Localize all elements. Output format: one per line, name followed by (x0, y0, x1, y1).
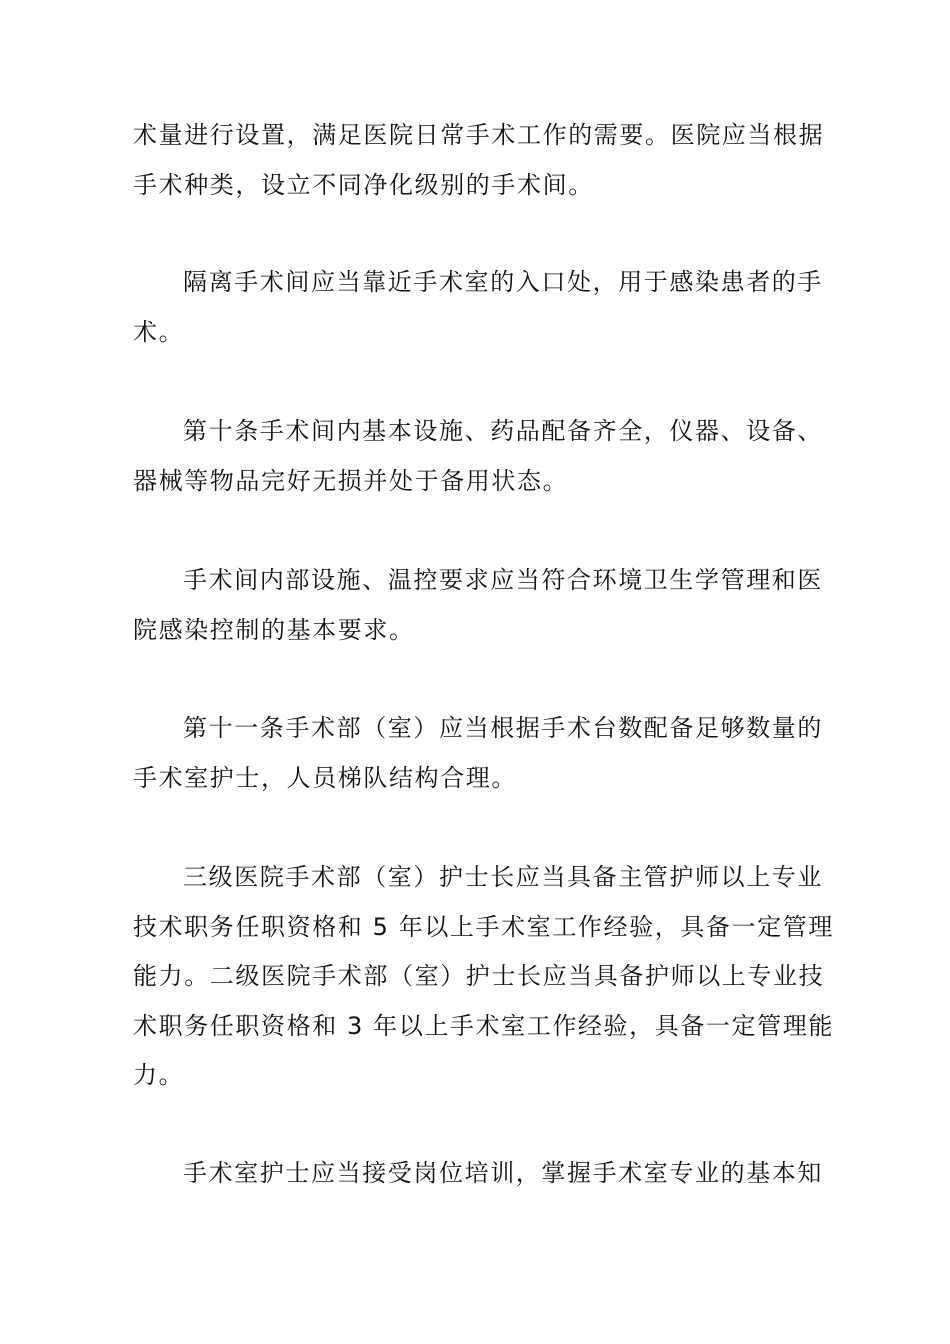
text-line: 力。 (133, 1061, 185, 1089)
text-line: 手术间内部设施、温控要求应当符合环境卫生学管理和医 (183, 566, 823, 594)
text-line: 器械等物品完好无损并处于备用状态。 (133, 466, 569, 495)
text-line: 三级医院手术部（室）护士长应当具备主管护师以上专业 (183, 863, 823, 891)
text-line: 术量进行设置，满足医院日常手术工作的需要。医院应当根据 (133, 121, 825, 149)
text-line: 技术职务任职资格和 5 年以上手术室工作经验，具备一定管理 (133, 912, 834, 941)
text-line: 能力。二级医院手术部（室）护士长应当具备护师以上专业技 (133, 962, 825, 990)
text-line: 手术室护士应当接受岗位培训，掌握手术室专业的基本知 (183, 1159, 823, 1187)
paragraph-3 (133, 407, 833, 506)
text-line: 手术室护士，人员梯队结构合理。 (133, 763, 517, 792)
paragraph-5 (133, 704, 833, 803)
text-line: 院感染控制的基本要求。 (133, 615, 415, 644)
paragraph-4 (133, 556, 833, 655)
text-line: 术职务任职资格和 3 年以上手术室工作经验，具备一定管理能 (133, 1011, 834, 1040)
text-line: 术。 (133, 317, 185, 346)
text-line: 隔离手术间应当靠近手术室的入口处，用于感染患者的手 (183, 268, 823, 296)
paragraph-7 (133, 1149, 833, 1199)
text-line: 第十条手术间内基本设施、药品配备齐全，仪器、设备、 (183, 417, 823, 445)
paragraph-6 (133, 853, 833, 1101)
paragraph-1 (133, 111, 833, 210)
text-line: 第十一条手术部（室）应当根据手术台数配备足够数量的 (183, 714, 823, 742)
paragraph-2 (133, 258, 833, 357)
text-line: 手术种类，设立不同净化级别的手术间。 (133, 170, 594, 199)
